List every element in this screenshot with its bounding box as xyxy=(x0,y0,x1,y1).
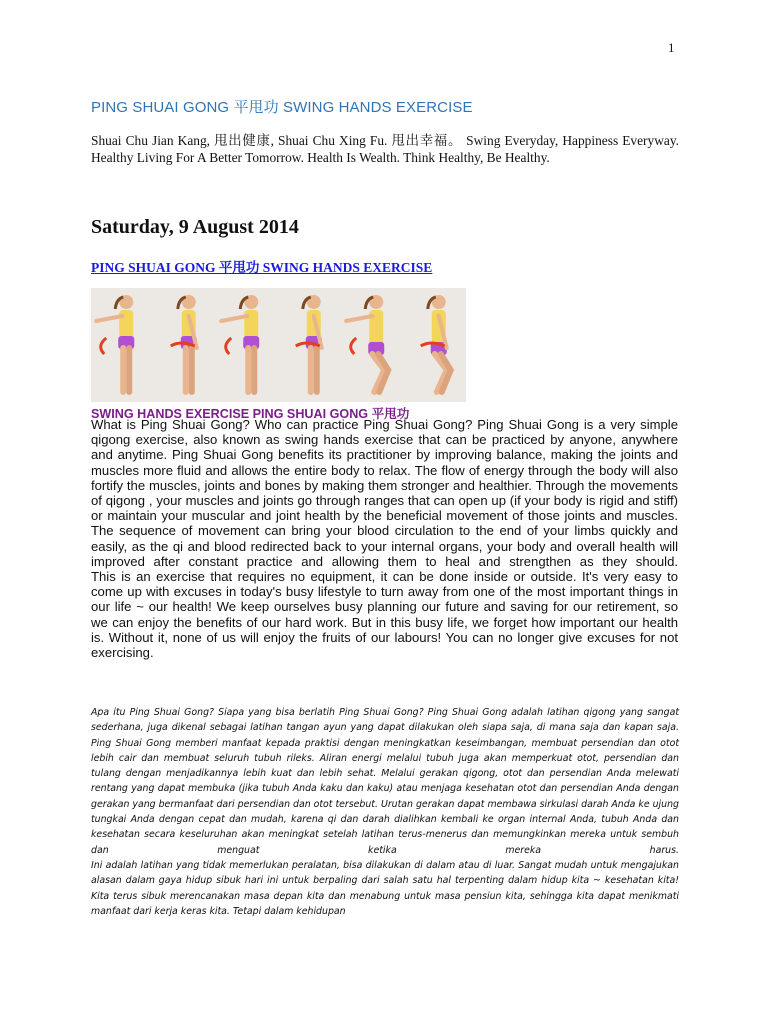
image-caption: SWING HANDS EXERCISE PING SHUAI GONG 平甩功 xyxy=(91,407,410,421)
english-paragraph-1: What is Ping Shuai Gong? Who can practice Ping Shuai Gong? Ping Shuai Gong is a very simple qigong exercise, also known as swing hands exercise that can be practiced by anyone, anywhere and anytime. Ping Shuai Gong benefits its practitioner by improving balance, making the joints and muscles more fluid and allows the entire body to relax. The flow of energy through the body will also fortify the muscles, joints and bones by making them stronger and healthier. Through the movements of qigong , your muscles and joints go through ranges that can open up (if your body is rigid and stiff) or maintain your muscular and joint health by the beneficial movement of those joints and muscles. The sequence of movement can bring your blood circulation to the end of your limbs quickly and easily, as the qi and blood redirected back to your internal organs, your body and overall health will improved after constant practice and allowing them to heal and strengthen as they should. xyxy=(91,417,678,569)
exercise-illustration xyxy=(91,288,466,402)
english-body-text xyxy=(91,417,678,660)
indonesian-paragraph-2: Ini adalah latihan yang tidak memerlukan peralatan, bisa dilakukan di dalam atau di luar. Sangat mudah untuk mengajukan alasan dalam gaya hidup sibuk hari ini untuk berpaling dari salah satu hal terpenting dalam hidup kita ~ kesehatan kita! Kita terus sibuk merencanakan masa depan kita dan menabung untuk masa pensiun kita, sehingga kita dapat menikmati manfaat dari kerja keras kita. Tetapi dalam kehidupan xyxy=(91,859,679,917)
blog-tagline: Shuai Chu Jian Kang, 甩出健康, Shuai Chu Xing Fu. 甩出幸福。 Swing Everyday, Happiness Everyway. Healthy Living For A Better Tomorrow. Health Is Wealth. Think Healthy, Be Healthy. xyxy=(91,133,679,165)
post-title-link[interactable]: PING SHUAI GONG 平甩功 SWING HANDS EXERCISE xyxy=(91,260,433,275)
indonesian-body-text xyxy=(91,705,679,919)
exercise-figure xyxy=(96,295,134,392)
indonesian-paragraph-1: Apa itu Ping Shuai Gong? Siapa yang bisa berlatih Ping Shuai Gong? Ping Shuai Gong adalah latihan qigong yang sangat sederhana, juga dikenal sebagai latihan tangan ayun yang dapat dilakukan oleh siapa saja, di mana saja dan kapan saja. Ping Shuai Gong memberi manfaat kepada praktisi dengan meningkatkan keseimbangan, membuat persendian dan otot lebih cair dan membuat seluruh tubuh rileks. Aliran energi melalui tubuh juga akan memperkuat otot, persendian dan tulang dengan menjadikannya lebih kuat dan lebih sehat. Melalui gerakan qigong, otot dan persendian Anda melewati rentang yang dapat membuka (jika tubuh Anda kaku dan kaku) atau menjaga kesehatan otot dan persendian Anda dengan gerakan yang bermanfaat dari persendian dan otot tersebut. Urutan gerakan dapat membawa sirkulasi darah Anda ke ujung tungkai Anda dengan cepat dan mudah, karena qi dan darah dialihkan kembali ke organ internal Anda, tubuh Anda dan kesehatan secara keseluruhan akan meningkat setelah latihan terus-menerus dan memungkinkan mereka untuk sembuh dan menguat ketika mereka harus. xyxy=(91,707,679,856)
post-date: Saturday, 9 August 2014 xyxy=(91,216,299,238)
exercise-figure xyxy=(221,295,259,392)
exercise-figure xyxy=(346,295,388,392)
exercise-figure xyxy=(171,295,197,392)
english-paragraph-2: This is an exercise that requires no equipment, it can be done inside or outside. It's very easy to come up with excuses in today's busy lifestyle to turn away from one of the most important things in our life ~ our health! We keep ourselves busy planning our future and saving for our retirement, so we can enjoy the benefits of our hard work. But in this busy life, we forget how important our health is. Without it, none of us will enjoy the fruits of our labours! You can no longer give excuses for not exercising. xyxy=(91,569,678,661)
exercise-figure xyxy=(421,295,451,392)
exercise-poses-svg xyxy=(91,288,466,402)
page-number: 1 xyxy=(668,40,675,55)
document-title: PING SHUAI GONG 平甩功 SWING HANDS EXERCISE xyxy=(91,99,473,116)
exercise-figure xyxy=(296,295,322,392)
